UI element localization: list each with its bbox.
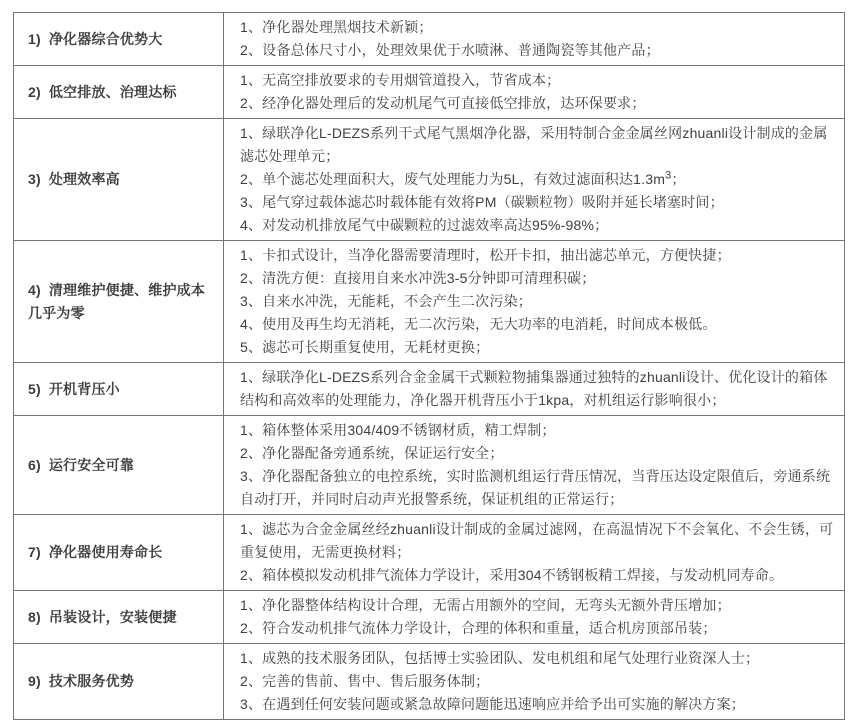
feature-name-cell [14,66,224,119]
feature-details-cell [224,416,845,515]
feature-title: 技术服务优势 [48,673,135,689]
feature-point: 2、经净化器处理后的发动机尾气可直接低空排放，达环保要求； [240,95,646,111]
feature-name-cell [14,515,224,591]
table-row [14,591,845,644]
document-page [13,12,845,720]
feature-details-cell [224,241,845,363]
feature-point: 1、成熟的技术服务团队，包括博士实验团队、发电机组和尾气处理行业资深人士； [240,650,760,666]
feature-details-cell [224,363,845,416]
table-row [14,644,845,720]
table-row [14,119,845,241]
table-row [14,416,845,515]
feature-number: 3) [28,171,41,187]
table-row [14,363,845,416]
feature-title: 运行安全可靠 [48,456,135,473]
feature-title: 净化器综合优势大 [48,30,163,47]
feature-point: 1、滤芯为合金金属丝经zhuanli设计制成的金属过滤网，在高温情况下不会氧化、不会生锈，可重复使用，无需更换材料； [240,521,834,560]
features-table [13,12,845,720]
feature-name-cell [14,363,224,416]
feature-point: 4、使用及再生均无消耗，无二次污染，无大功率的电消耗，时间成本极低。 [240,316,717,332]
feature-number: 6) [28,456,41,473]
table-row [14,66,845,119]
feature-title: 净化器使用寿命长 [48,544,163,560]
feature-number: 9) [28,673,41,689]
feature-number: 5) [28,380,41,397]
feature-number: 8) [28,608,41,625]
feature-point: 3、在遇到任何安装问题或紧急故障问题能迅速响应并给予出可实施的解决方案； [240,696,745,712]
feature-number: 2) [28,83,41,100]
table-row [14,13,845,66]
feature-details-cell [224,515,845,591]
feature-point: 1、净化器整体结构设计合理，无需占用额外的空间，无弯头无额外背压增加； [240,597,731,613]
feature-point: 2、单个滤芯处理面积大，废气处理能力为5L，有效过滤面积达$1.3m^3$； [240,169,686,187]
feature-title: 处理效率高 [48,171,120,187]
feature-number: 4) [28,281,41,298]
feature-name-cell [14,416,224,515]
feature-point: 1、无高空排放要求的专用烟管道投入，节省成本； [240,72,561,88]
superscript: 3 [665,169,672,182]
feature-point: 3、尾气穿过载体滤芯时载体能有效将PM（碳颗粒物）吸附并延长堵塞时间； [240,194,724,210]
feature-title: 开机背压小 [48,380,120,397]
feature-point: 2、清洗方便：直接用自来水冲洗3-5分钟即可清理积碳； [240,270,596,286]
feature-details-cell [224,644,845,720]
feature-number: 7) [28,544,41,560]
feature-name-cell [14,591,224,644]
feature-title: 吊装设计，安装便捷 [48,608,177,625]
feature-title: 清理维护便捷、维护成本几乎为零 [28,281,206,321]
feature-details-cell [224,591,845,644]
feature-point: 5、滤芯可长期重复使用，无耗材更换； [240,339,490,355]
feature-point: 4、对发动机排放尾气中碳颗粒的过滤效率高达95%-98%； [240,217,609,233]
feature-point: 2、完善的售前、售中、售后服务体制； [240,673,490,689]
feature-point: 1、箱体整体采用304/409不锈钢材质，精工焊制； [240,422,556,438]
feature-point: 1、绿联净化L-DEZS系列干式尾气黑烟净化器，采用特制合金金属丝网zhuanli设计制成的金属滤芯处理单元； [240,125,828,164]
feature-details-cell [224,13,845,66]
feature-point: 1、卡扣式设计，当净化器需要清理时，松开卡扣，抽出滤芯单元，方便快捷； [240,247,731,263]
feature-details-cell [224,66,845,119]
feature-title: 低空排放、治理达标 [48,83,177,100]
feature-number: 1) [28,30,41,47]
feature-name-cell [14,13,224,66]
feature-point: 2、符合发动机排气流体力学设计，合理的体积和重量，适合机房顶部吊装； [240,620,717,636]
feature-name-cell [14,241,224,363]
feature-details-cell [224,119,845,241]
feature-name-cell [14,119,224,241]
feature-point: 3、净化器配备独立的电控系统，实时监测机组运行背压情况，当背压达设定限值后，旁通系统自动打开，并同时启动声光报警系统，保证机组的正常运行； [240,468,831,507]
table-row [14,241,845,363]
feature-point: 1、绿联净化L-DEZS系列合金金属干式颗粒物捕集器通过独特的zhuanli设计、优化设计的箱体结构和高效率的处理能力，净化器开机背压小于1kpa，对机组运行影响很小； [240,369,828,408]
table-row [14,515,845,591]
feature-point: 1、净化器处理黑烟技术新颖； [240,19,433,35]
feature-point: 3、自来水冲洗，无能耗，不会产生二次污染； [240,293,532,309]
feature-name-cell [14,644,224,720]
feature-point: 2、净化器配备旁通系统，保证运行安全； [240,445,504,461]
feature-point: 2、箱体模拟发动机排气流体力学设计，采用304不锈钢板精工焊接，与发动机同寿命。 [240,567,784,583]
features-table-body [14,13,845,720]
feature-point: 2、设备总体尺寸小，处理效果优于水喷淋、普通陶瓷等其他产品； [240,42,660,58]
